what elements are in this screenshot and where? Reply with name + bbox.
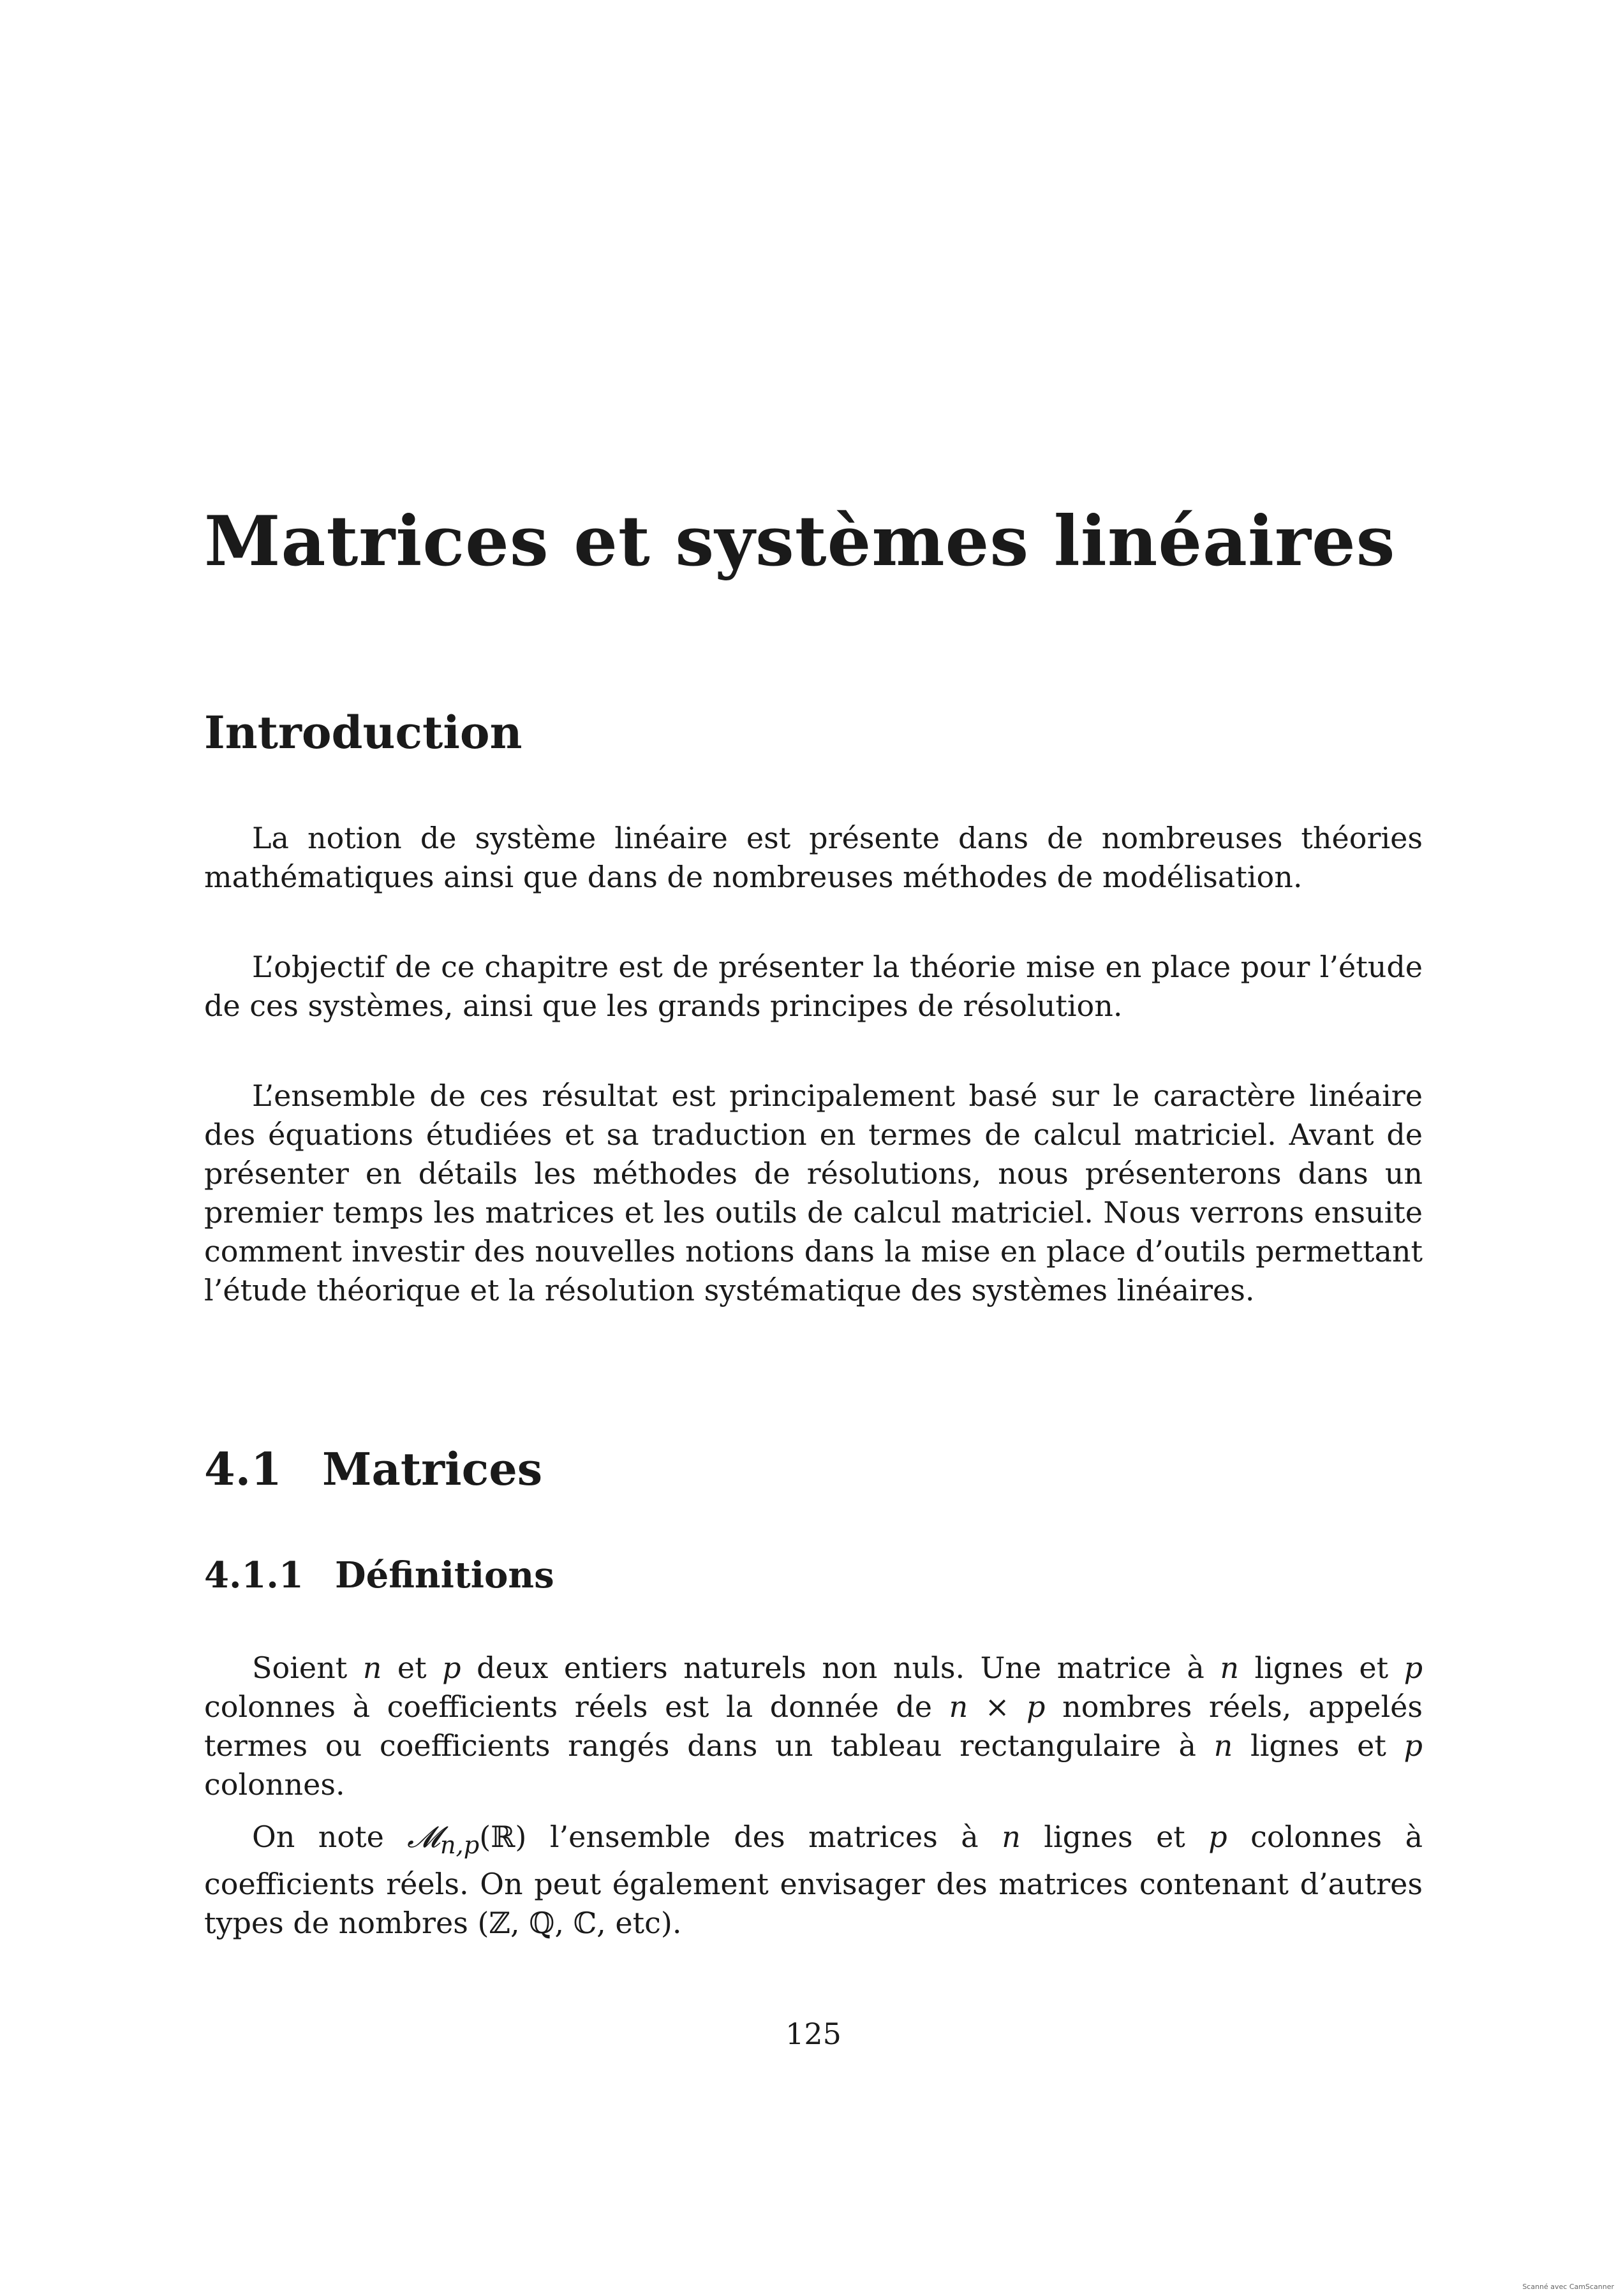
text-run: lignes et xyxy=(1233,1728,1404,1763)
section-number: 4.1 xyxy=(204,1443,282,1496)
scanner-watermark: Scanné avec CamScanner xyxy=(1522,2283,1614,2291)
intro-paragraph-2: L’objectif de ce chapitre est de présenter la théorie mise en place pour l’étude de ces systèmes, ainsi que les grands principes de résolution. xyxy=(204,950,1423,1023)
subsection-number: 4.1.1 xyxy=(204,1554,304,1596)
text-run: colonnes à coefficients réels. On peut également envisager des matrices contenant d’autres types de nombres (ℤ, ℚ, ℂ, etc). xyxy=(204,1820,1423,1941)
text-run: nombres réels, appelés termes ou coefficients rangés dans un tableau rectangulaire à xyxy=(204,1689,1423,1763)
math-reals: (ℝ) xyxy=(479,1820,527,1854)
math-n: n xyxy=(362,1651,382,1685)
definition-paragraph-1 xyxy=(204,1649,1423,1804)
math-n: n xyxy=(1213,1728,1233,1763)
intro-heading: Introduction xyxy=(204,706,522,759)
document-page xyxy=(204,0,1423,2296)
text-run: l’ensemble des matrices à xyxy=(526,1820,1002,1854)
math-p: p xyxy=(1404,1651,1423,1685)
subsection-title: Définitions xyxy=(335,1554,554,1596)
text-run: et xyxy=(382,1651,443,1685)
text-run: colonnes. xyxy=(204,1767,345,1802)
math-matrix-set: 𝓜 xyxy=(407,1820,440,1854)
math-p: p xyxy=(1208,1820,1227,1854)
definition-paragraph-2 xyxy=(204,1818,1423,1943)
math-subscript: n,p xyxy=(440,1831,480,1860)
math-n: n xyxy=(1220,1651,1239,1685)
intro-paragraph-1: La notion de système linéaire est présente dans de nombreuses théories mathématiques ainsi que dans de nombreuses méthodes de modélisation. xyxy=(204,821,1423,894)
section-heading xyxy=(204,1445,542,1494)
math-n: n xyxy=(1002,1820,1021,1854)
page-number: 125 xyxy=(785,2017,841,2051)
math-p: p xyxy=(442,1651,461,1685)
subsection-heading xyxy=(204,1556,554,1596)
text-run: On note xyxy=(252,1820,408,1854)
text-run: deux entiers naturels non nuls. Une matrice à xyxy=(461,1651,1220,1685)
math-n: n xyxy=(949,1689,968,1724)
math-p: p xyxy=(1404,1728,1423,1763)
chapter-title: Matrices et systèmes linéaires xyxy=(204,501,1396,582)
math-times: × xyxy=(968,1689,1027,1724)
text-run: Soient xyxy=(252,1651,363,1685)
text-run: colonnes à coefficients réels est la donnée de xyxy=(204,1689,949,1724)
section-title: Matrices xyxy=(322,1443,543,1496)
text-run: lignes et xyxy=(1020,1820,1209,1854)
text-run: lignes et xyxy=(1239,1651,1404,1685)
intro-paragraph-3: L’ensemble de ces résultat est principalement basé sur le caractère linéaire des équations étudiées et sa traduction en termes de calcul matriciel. Avant de présenter en détails les méthodes de résolutions, nous présenterons dans un premier temps les matrices et les outils de calcul matriciel. Nous verrons ensuite comment investir des nouvelles notions dans la mise en place d’outils permettant l’étude théorique et la résolution systématique des systèmes linéaires. xyxy=(204,1078,1423,1307)
math-p: p xyxy=(1026,1689,1046,1724)
